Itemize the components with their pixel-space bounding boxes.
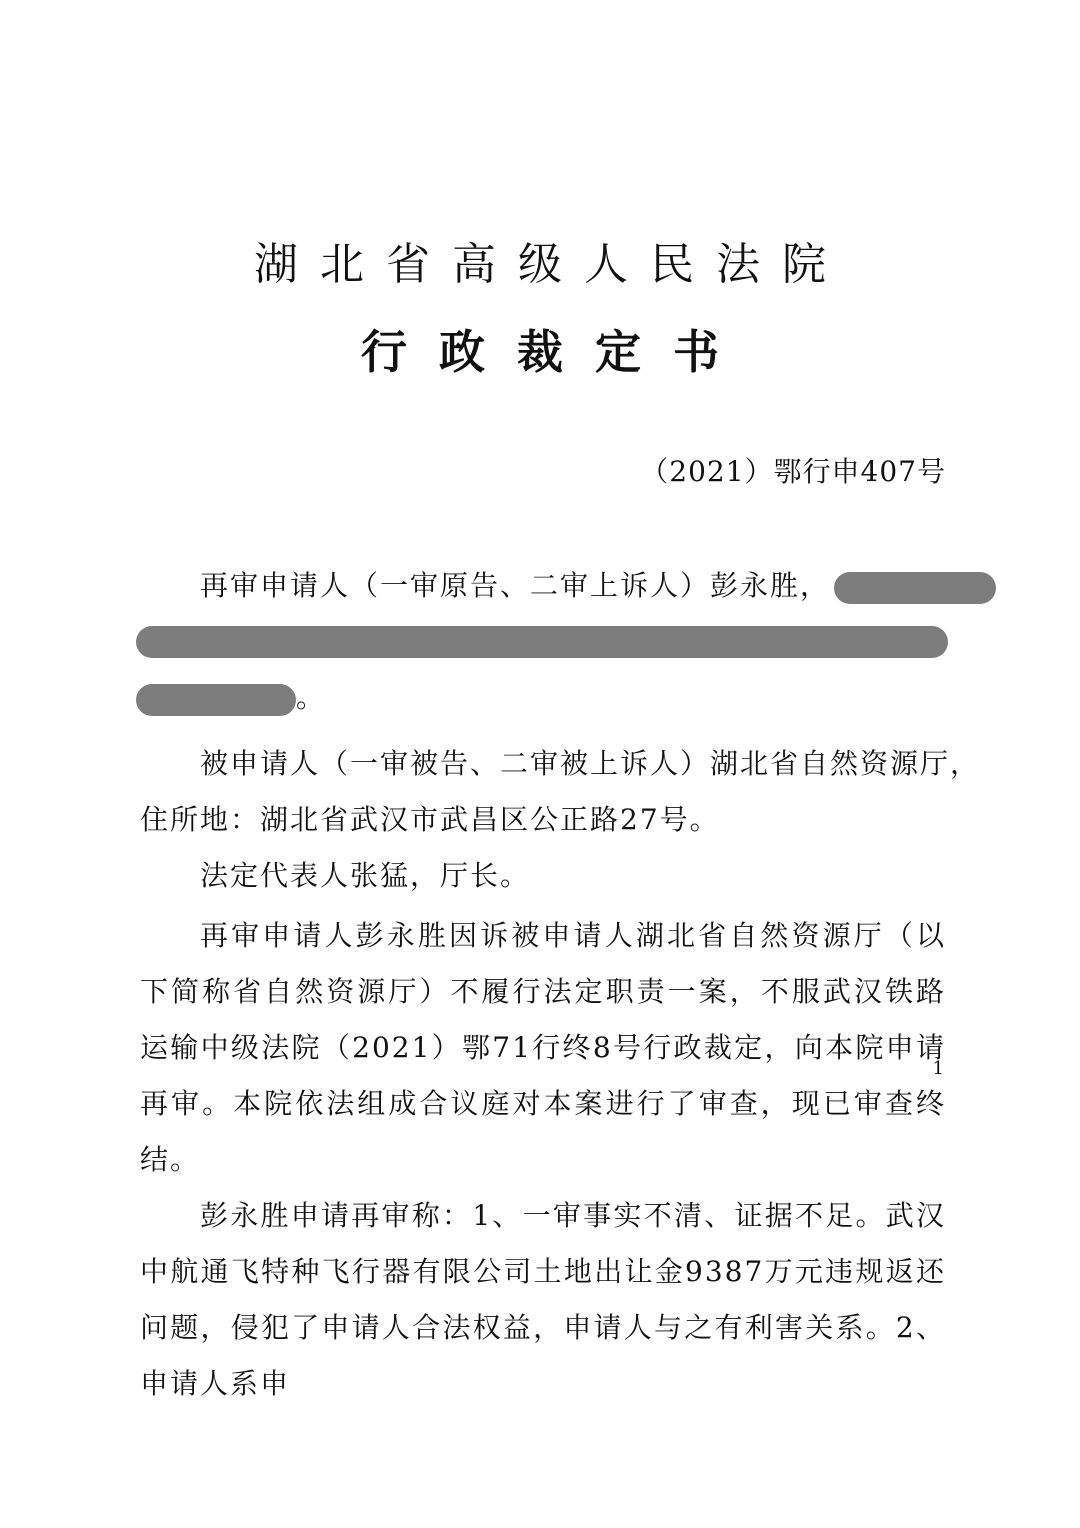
background-paragraph: 再审申请人彭永胜因诉被申请人湖北省自然资源厅（以下简称省自然资源厅）不履行法定职责一案，不服武汉铁路运输中级法院（2021）鄂71行终8号行政裁定，向本院申请再审。本院依法组成合议庭对本案进行了审查，现已审查终结。 — [140, 919, 946, 1176]
respondent-address: 住所地：湖北省武汉市武昌区公正路27号。 — [140, 803, 720, 836]
applicant-block — [140, 558, 946, 726]
court-name: 湖北省高级人民法院 — [254, 239, 848, 290]
redacted-block — [136, 684, 296, 716]
legal-representative: 法定代表人张猛，厅长。 — [200, 859, 531, 892]
page-number: 1 — [932, 1058, 944, 1079]
applicant-line — [140, 558, 946, 614]
case-number: （2021）鄂行申407号 — [640, 455, 946, 488]
redacted-block — [136, 626, 948, 658]
applicant-label: 再审申请人（一审原告、二审上诉人）彭永胜， — [200, 569, 831, 602]
applicant-end: 。 — [296, 681, 327, 714]
redacted-block — [834, 572, 996, 604]
respondent-line1: 被申请人（一审被告、二审被上诉人）湖北省自然资源厅， — [200, 747, 981, 780]
redacted-line — [140, 614, 946, 670]
claim-paragraph: 彭永胜申请再审称：1、一审事实不清、证据不足。武汉中航通飞特种飞行器有限公司土地出让金9387万元违规返还问题，侵犯了申请人合法权益，申请人与之有利害关系。2、申请人系申 — [140, 1199, 946, 1400]
body-paragraphs — [140, 908, 946, 1412]
redacted-line-end — [140, 670, 946, 726]
respondent-block — [140, 736, 981, 904]
document-title: 行政裁定书 — [361, 325, 751, 379]
